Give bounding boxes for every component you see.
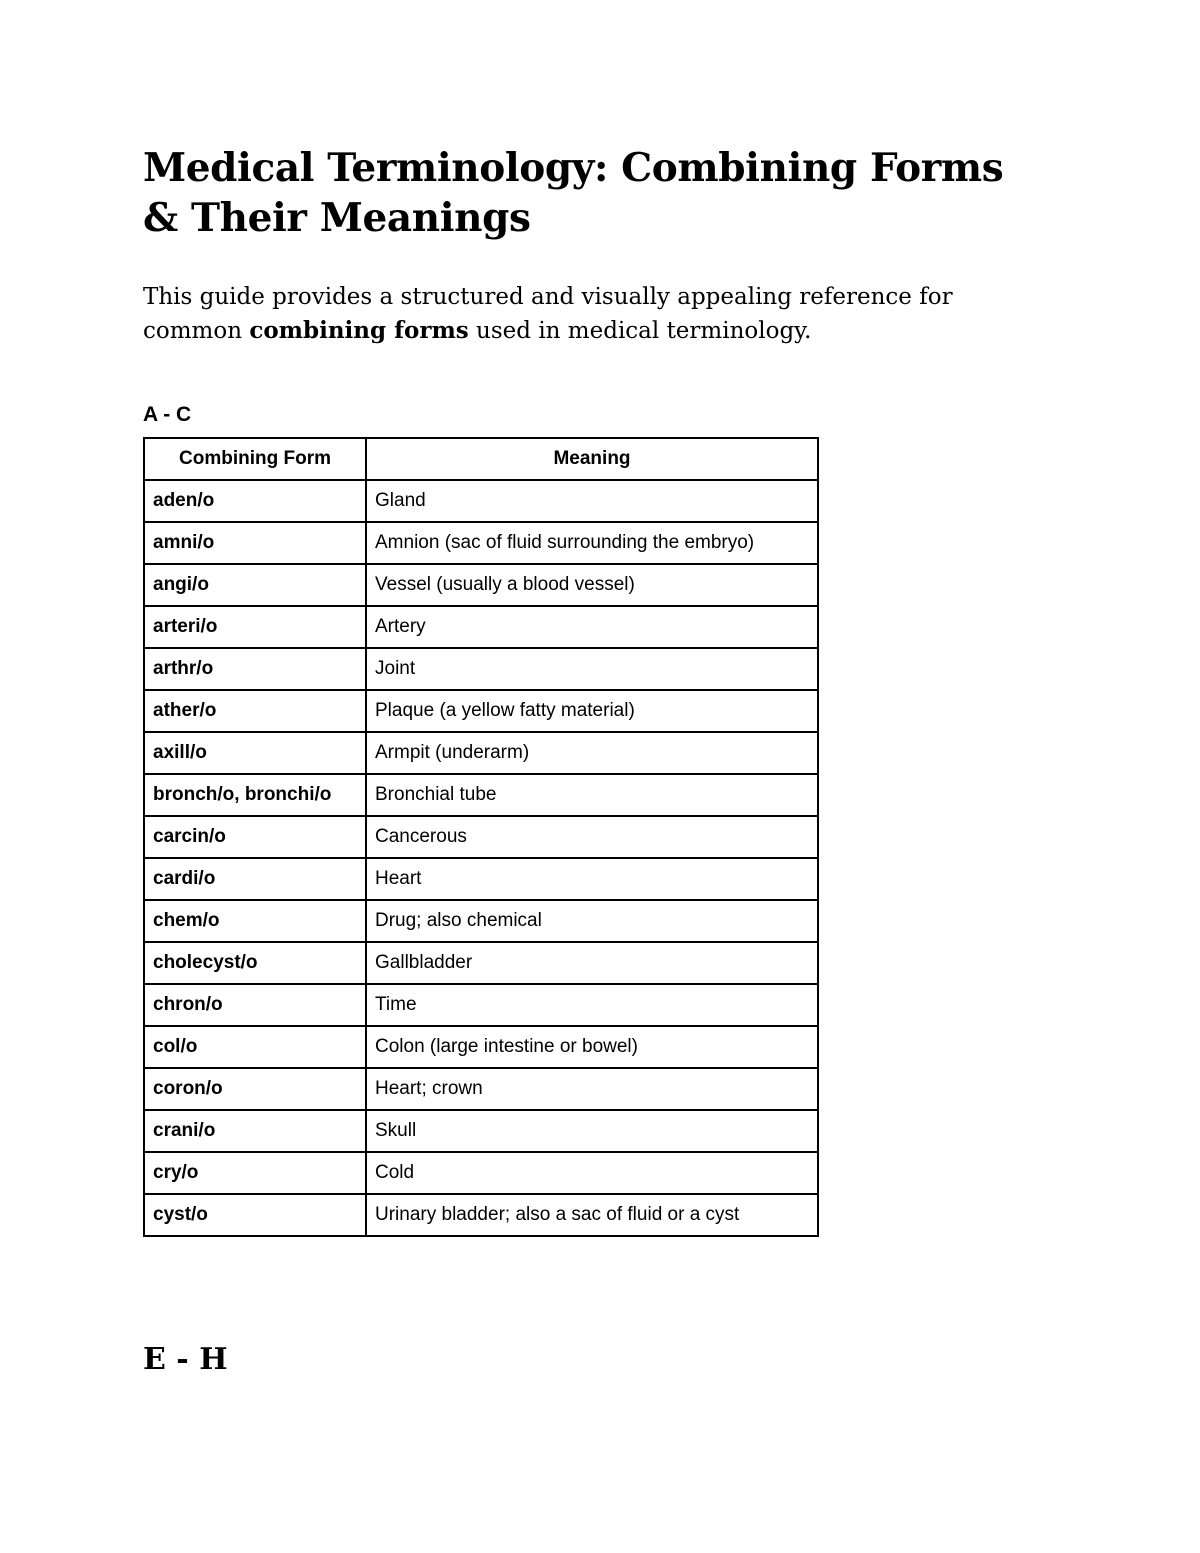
- combining-form-cell: coron/o: [144, 1068, 366, 1110]
- meaning-cell: Skull: [366, 1110, 818, 1152]
- table-row: [144, 900, 818, 942]
- table-row: [144, 732, 818, 774]
- meaning-cell: Colon (large intestine or bowel): [366, 1026, 818, 1068]
- table-row: [144, 1110, 818, 1152]
- meaning-cell: Joint: [366, 648, 818, 690]
- combining-form-cell: amni/o: [144, 522, 366, 564]
- table-row: [144, 522, 818, 564]
- meaning-cell: Vessel (usually a blood vessel): [366, 564, 818, 606]
- combining-form-cell: arteri/o: [144, 606, 366, 648]
- table-row: [144, 690, 818, 732]
- combining-form-cell: arthr/o: [144, 648, 366, 690]
- section-heading-e-h: E - H: [143, 1342, 228, 1377]
- meaning-cell: Amnion (sac of fluid surrounding the embryo): [366, 522, 818, 564]
- table-row: [144, 1026, 818, 1068]
- table-row: [144, 858, 818, 900]
- column-header-combining-form: Combining Form: [144, 438, 366, 480]
- table-header-row: [144, 438, 818, 480]
- table-row: [144, 984, 818, 1026]
- combining-form-cell: axill/o: [144, 732, 366, 774]
- combining-form-cell: crani/o: [144, 1110, 366, 1152]
- column-header-meaning: Meaning: [366, 438, 818, 480]
- intro-paragraph: [143, 280, 1023, 348]
- meaning-cell: Cancerous: [366, 816, 818, 858]
- combining-form-cell: col/o: [144, 1026, 366, 1068]
- table-row: [144, 942, 818, 984]
- meaning-cell: Bronchial tube: [366, 774, 818, 816]
- combining-form-cell: angi/o: [144, 564, 366, 606]
- meaning-cell: Gland: [366, 480, 818, 522]
- table-row: [144, 1152, 818, 1194]
- meaning-cell: Heart: [366, 858, 818, 900]
- meaning-cell: Urinary bladder; also a sac of fluid or a cyst: [366, 1194, 818, 1236]
- meaning-cell: Artery: [366, 606, 818, 648]
- combining-form-cell: ather/o: [144, 690, 366, 732]
- combining-forms-table: [143, 437, 819, 1237]
- meaning-cell: Armpit (underarm): [366, 732, 818, 774]
- combining-form-cell: chem/o: [144, 900, 366, 942]
- table-row: [144, 774, 818, 816]
- meaning-cell: Plaque (a yellow fatty material): [366, 690, 818, 732]
- page-title: Medical Terminology: Combining Forms & Their Meanings: [143, 145, 1004, 241]
- table-row: [144, 606, 818, 648]
- table-row: [144, 648, 818, 690]
- meaning-cell: Cold: [366, 1152, 818, 1194]
- table-row: [144, 564, 818, 606]
- intro-emphasis: combining forms: [249, 317, 469, 344]
- table-row: [144, 480, 818, 522]
- section-heading-a-c: A - C: [143, 403, 192, 426]
- meaning-cell: Gallbladder: [366, 942, 818, 984]
- combining-form-cell: bronch/o, bronchi/o: [144, 774, 366, 816]
- intro-text: This guide provides a structured and visually appealing reference for common: [143, 284, 953, 344]
- combining-form-cell: cholecyst/o: [144, 942, 366, 984]
- meaning-cell: Heart; crown: [366, 1068, 818, 1110]
- meaning-cell: Time: [366, 984, 818, 1026]
- combining-form-cell: carcin/o: [144, 816, 366, 858]
- combining-form-cell: cardi/o: [144, 858, 366, 900]
- table-row: [144, 816, 818, 858]
- combining-form-cell: chron/o: [144, 984, 366, 1026]
- intro-text-end: used in medical terminology.: [468, 318, 812, 344]
- table-row: [144, 1068, 818, 1110]
- meaning-cell: Drug; also chemical: [366, 900, 818, 942]
- table-row: [144, 1194, 818, 1236]
- combining-form-cell: cry/o: [144, 1152, 366, 1194]
- combining-form-cell: cyst/o: [144, 1194, 366, 1236]
- combining-form-cell: aden/o: [144, 480, 366, 522]
